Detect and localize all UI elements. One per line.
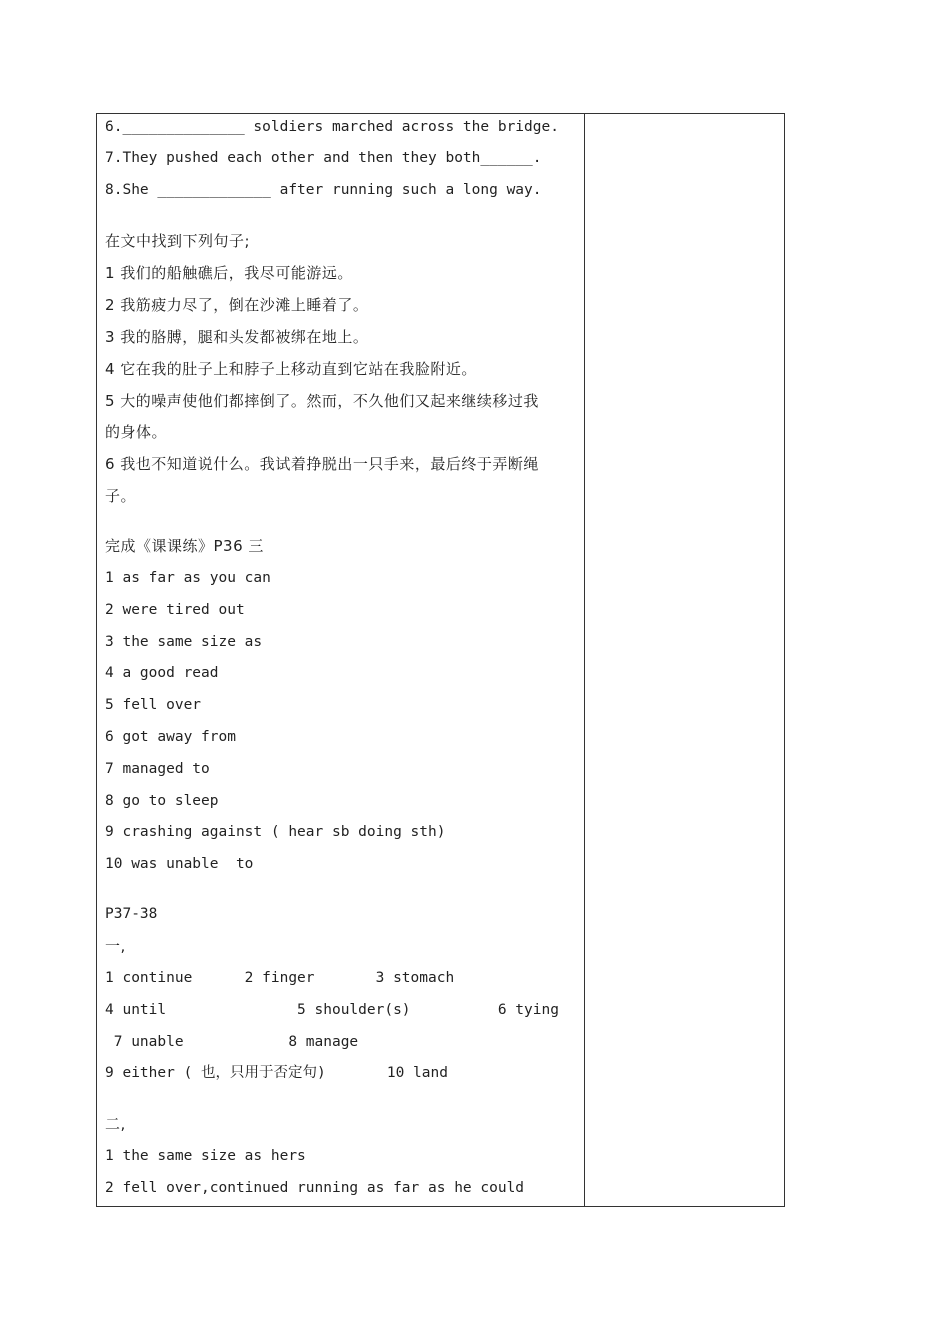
part-1-row-2: 4 until 5 shoulder(s) 6 tying <box>105 1002 559 1018</box>
answer-4: 4 a good read <box>105 665 219 681</box>
answer-2: 2 were tired out <box>105 602 245 618</box>
answer-3: 3 the same size as <box>105 634 263 650</box>
answer-8: 8 go to sleep <box>105 793 219 809</box>
chinese-sentence-5-cont: 的身体。 <box>105 423 168 441</box>
chinese-sentence-6: 6 我也不知道说什么。我试着挣脱出一只手来，最后终于弄断绳 <box>105 455 539 473</box>
exercise-heading: 完成《课课练》P36 三 <box>105 537 264 555</box>
chinese-sentence-5: 5 大的噪声使他们都摔倒了。然而，不久他们又起来继续移过我 <box>105 392 539 410</box>
answer-9: 9 crashing against ( hear sb doing sth) <box>105 824 446 840</box>
fill-blank-7: 7.They pushed each other and then they both______. <box>105 150 542 166</box>
column-divider <box>584 114 585 1206</box>
answer-7: 7 managed to <box>105 761 210 777</box>
worksheet-table <box>96 113 785 1207</box>
page-ref-heading: P37-38 <box>105 906 158 922</box>
part-2-row-2: 2 fell over,continued running as far as he could <box>105 1180 525 1196</box>
chinese-sentence-3: 3 我的胳膊，腿和头发都被绑在地上。 <box>105 328 369 346</box>
answer-1: 1 as far as you can <box>105 570 271 586</box>
part-1-row-3: 7 unable 8 manage <box>105 1034 359 1050</box>
part-1-row-4: 9 either ( 也，只用于否定句) 10 land <box>105 1065 448 1081</box>
part-2-row-1: 1 the same size as hers <box>105 1148 306 1164</box>
answer-6: 6 got away from <box>105 729 236 745</box>
chinese-sentence-1: 1 我们的船触礁后，我尽可能游远。 <box>105 264 353 282</box>
part-1-label: 一, <box>105 937 126 955</box>
answer-5: 5 fell over <box>105 697 202 713</box>
fill-blank-8: 8.She _____________ after running such a long way. <box>105 182 542 198</box>
answer-10: 10 was unable to <box>105 856 254 872</box>
chinese-sentence-6-cont: 子。 <box>105 487 137 505</box>
find-sentences-heading: 在文中找到下列句子; <box>105 232 251 250</box>
fill-blank-6: 6.______________ soldiers marched across the bridge. <box>105 119 559 135</box>
part-1-row-1: 1 continue 2 finger 3 stomach <box>105 970 455 986</box>
part-2-label: 二, <box>105 1115 126 1133</box>
chinese-sentence-4: 4 它在我的肚子上和脖子上移动直到它站在我脸附近。 <box>105 360 477 378</box>
chinese-sentence-2: 2 我筋疲力尽了，倒在沙滩上睡着了。 <box>105 296 369 314</box>
